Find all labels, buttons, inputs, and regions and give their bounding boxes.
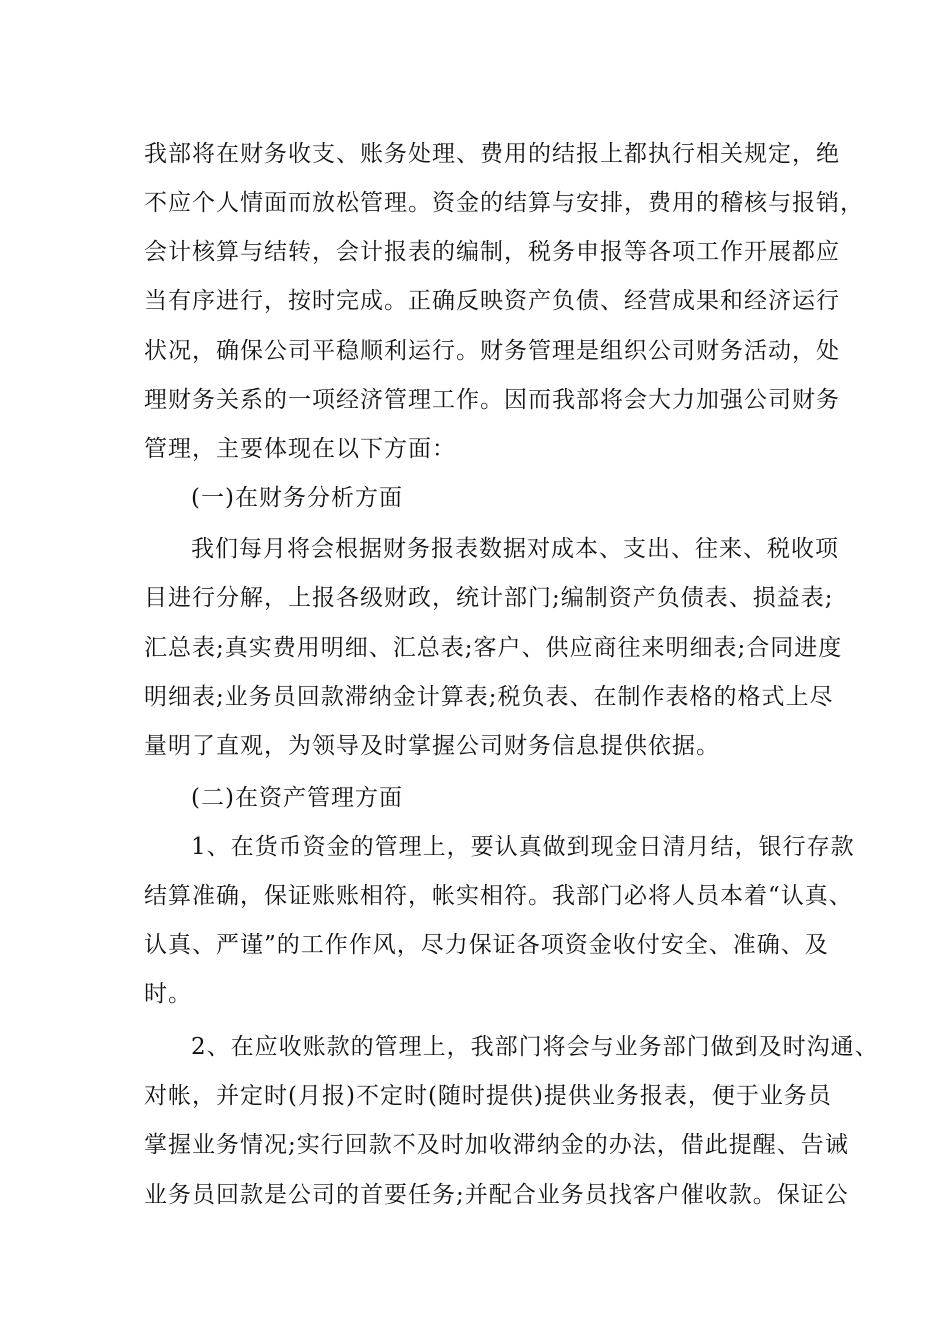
text-line: 掌握业务情况;实行回款不及时加收滞纳金的办法，借此提醒、告诫 <box>144 1132 849 1158</box>
text-line: 管理，主要体现在以下方面： <box>144 436 456 462</box>
text-line: 认真、严谨”的工作作风，尽力保证各项资金收付安全、准确、及 <box>144 932 829 958</box>
text-line: 结算准确，保证账账相符，帐实相符。我部门必将人员本着“认真、 <box>144 883 853 909</box>
text-line: 量明了直观，为领导及时掌握公司财务信息提供依据。 <box>144 733 720 759</box>
text-line: 会计核算与结转，会计报表的编制，税务申报等各项工作开展都应 <box>144 239 840 265</box>
text-line: 对帐，并定时(月报)不定时(随时提供)提供业务报表，便于业务员 <box>144 1083 832 1109</box>
text-line: 当有序进行，按时完成。正确反映资产负债、经营成果和经济运行 <box>144 288 840 314</box>
text-line: 时。 <box>144 981 192 1007</box>
text-line: 汇总表;真实费用明细、汇总表;客户、供应商往来明细表;合同进度 <box>144 635 843 661</box>
section-heading: (二)在资产管理方面 <box>191 785 403 811</box>
text-line: 我们每月将会根据财务报表数据对成本、支出、往来、税收项 <box>191 536 839 562</box>
text-line: 不应个人情面而放松管理。资金的结算与安排，费用的稽核与报销， <box>144 190 864 216</box>
text-line: 我部将在财务收支、账务处理、费用的结报上都执行相关规定，绝 <box>144 141 840 167</box>
section-heading: (一)在财务分析方面 <box>191 485 403 511</box>
text-line: 状况，确保公司平稳顺利运行。财务管理是组织公司财务活动，处 <box>144 338 840 364</box>
text-line: 理财务关系的一项经济管理工作。因而我部将会大力加强公司财务 <box>144 387 840 413</box>
text-line: 业务员回款是公司的首要任务;并配合业务员找客户催收款。保证公 <box>144 1182 849 1208</box>
text-line: 1、在货币资金的管理上，要认真做到现金日清月结，银行存款 <box>191 834 855 860</box>
text-line: 目进行分解，上报各级财政，统计部门;编制资产负债表、损益表; <box>144 585 834 611</box>
text-line: 明细表;业务员回款滞纳金计算表;税负表、在制作表格的格式上尽 <box>144 684 834 710</box>
text-line: 2、在应收账款的管理上，我部门将会与业务部门做到及时沟通、 <box>191 1034 879 1060</box>
